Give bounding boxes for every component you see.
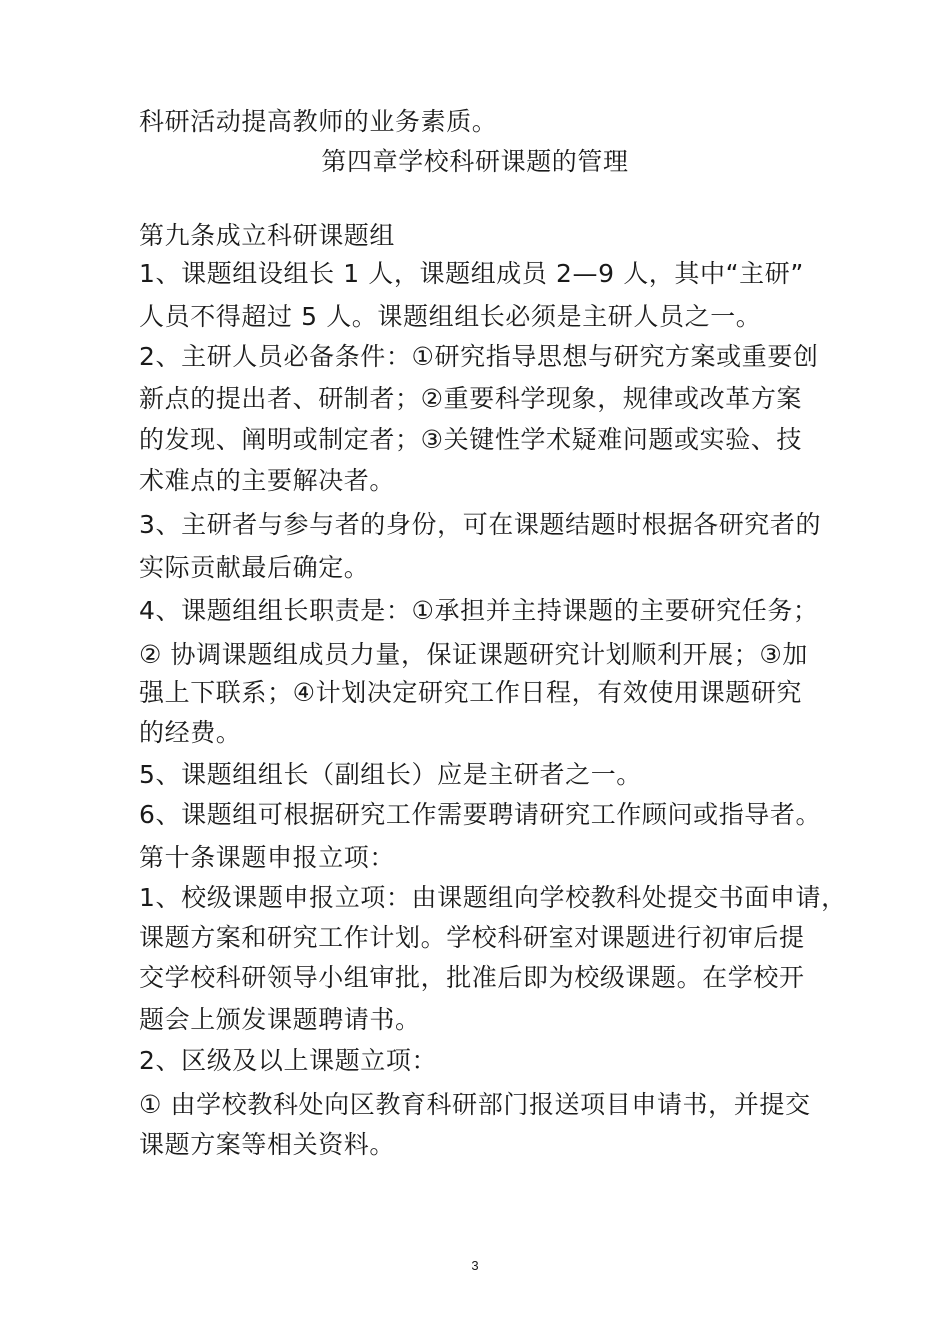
body-line: 1、课题组设组长 1 人，课题组成员 2—9 人，其中“主研” xyxy=(139,259,804,288)
lead-line: 科研活动提高教师的业务素质。 xyxy=(139,107,498,136)
body-line: 2、主研人员必备条件：①研究指导思想与研究方案或重要创 xyxy=(139,342,819,371)
body-line: 强上下联系；④计划决定研究工作日程，有效使用课题研究 xyxy=(139,678,803,707)
body-line: ② 协调课题组成员力量，保证课题研究计划顺利开展；③加 xyxy=(139,640,808,669)
body-line: 课题方案等相关资料。 xyxy=(139,1130,396,1159)
body-line: 的发现、阐明或制定者；③关键性学术疑难问题或实验、技 xyxy=(139,425,803,454)
body-line: 2、区级及以上课题立项： xyxy=(139,1046,438,1075)
body-line: 人员不得超过 5 人。课题组组长必须是主研人员之一。 xyxy=(139,302,762,331)
article-heading: 第十条课题申报立项： xyxy=(139,843,396,872)
chapter-title: 第四章学校科研课题的管理 xyxy=(321,147,629,176)
article-heading: 第九条成立科研课题组 xyxy=(139,221,396,250)
body-line: 实际贡献最后确定。 xyxy=(139,553,370,582)
body-line: ① 由学校教科处向区教育科研部门报送项目申请书，并提交 xyxy=(139,1090,811,1119)
body-line: 6、课题组可根据研究工作需要聘请研究工作顾问或指导者。 xyxy=(139,800,822,829)
page-number: 3 xyxy=(471,1258,479,1273)
body-line: 1、校级课题申报立项：由课题组向学校教科处提交书面申请， xyxy=(139,883,847,912)
body-line: 的经费。 xyxy=(139,718,242,747)
body-line: 题会上颁发课题聘请书。 xyxy=(139,1005,421,1034)
body-line: 5、课题组组长（副组长）应是主研者之一。 xyxy=(139,760,642,789)
body-line: 新点的提出者、研制者；②重要科学现象，规律或改革方案 xyxy=(139,384,803,413)
body-line: 4、课题组组长职责是：①承担并主持课题的主要研究任务； xyxy=(139,596,819,625)
body-line: 课题方案和研究工作计划。学校科研室对课题进行初审后提 xyxy=(139,923,805,952)
body-line: 交学校科研领导小组审批，批准后即为校级课题。在学校开 xyxy=(139,963,805,992)
body-line: 3、主研者与参与者的身份，可在课题结题时根据各研究者的 xyxy=(139,510,822,539)
body-line: 术难点的主要解决者。 xyxy=(139,466,396,495)
